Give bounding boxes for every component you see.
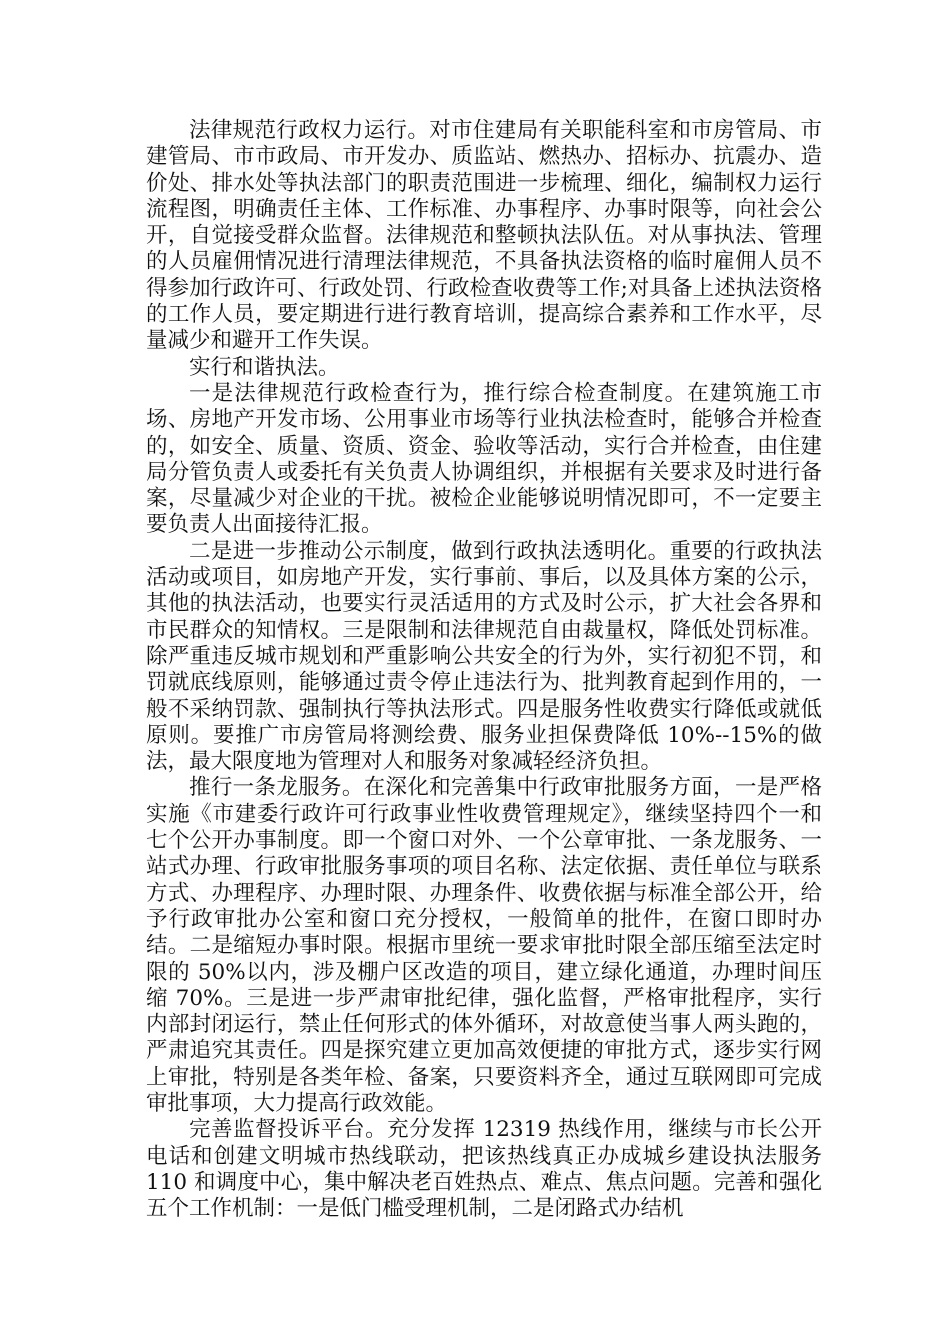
paragraph-power-regulation: 法律规范行政权力运行。对市住建局有关职能科室和市房管局、市建管局、市市政局、市开发办、质监站、燃热办、招标办、抗震办、造价处、排水处等执法部门的职责范围进一步梳理、细化，编制权力运行流程图，明确责任主体、工作标准、办事程序、办事时限等，向社会公开，自觉接受群众监督。法律规范和整顿执法队伍。对从事执法、管理的人员雇佣情况进行清理法律规范，不具备执法资格的临时雇佣人员不得参加行政许可、行政处罚、行政检查收费等工作;对具备上述执法资格的工作人员，要定期进行进行教育培训，提高综合素养和工作水平，尽量减少和避开工作失误。	[146, 118, 822, 354]
paragraph-one-stop-service: 推行一条龙服务。在深化和完善集中行政审批服务方面，一是严格实施《市建委行政许可行政事业性收费管理规定》，继续坚持四个一和七个公开办事制度。即一个窗口对外、一个公章审批、一条龙服务、一站式办理、行政审批服务事项的项目名称、法定依据、责任单位与联系方式、办理程序、办理时限、办理条件、收费依据与标准全部公开，给予行政审批办公室和窗口充分授权，一般简单的批件，在窗口即时办结。二是缩短办事时限。根据市里统一要求审批时限全部压缩至法定时限的 50%以内，涉及棚户区改造的项目，建立绿化通道，办理时间压缩 70%。三是进一步严肃审批纪律，强化监督，严格审批程序，实行内部封闭运行，禁止任何形式的体外循环，对故意使当事人两头跑的，严肃追究其责任。四是探究建立更加高效便捷的审批方式，逐步实行网上审批，特别是各类年检、备案，只要资料齐全，通过互联网即可完成审批事项，大力提高行政效能。	[146, 775, 822, 1116]
paragraph-harmonious-enforcement: 实行和谐执法。	[189, 354, 340, 380]
paragraph-inspection-conduct: 一是法律规范行政检查行为，推行综合检查制度。在建筑施工市场、房地产开发市场、公用事业市场等行业执法检查时，能够合并检查的，如安全、质量、资质、资金、验收等活动，实行合并检查，由住建局分管负责人或委托有关负责人协调组织，并根据有关要求及时进行备案，尽量减少对企业的干扰。被检企业能够说明情况即可，不一定要主要负责人出面接待汇报。	[146, 380, 822, 538]
paragraph-publicity-system: 二是进一步推动公示制度，做到行政执法透明化。重要的行政执法活动或项目，如房地产开发，实行事前、事后，以及具体方案的公示，其他的执法活动，也要实行灵活适用的方式及时公示，扩大社会各界和市民群众的知情权。三是限制和法律规范自由裁量权，降低处罚标准。除严重违反城市规划和严重影响公共安全的行为外，实行初犯不罚，和罚就底线原则，能够通过责令停止违法行为、批判教育起到作用的，一般不采纳罚款、强制执行等执法形式。四是服务性收费实行降低或就低原则。要推广市房管局将测绘费、服务业担保费降低 10%--15%的做法，最大限度地为管理对人和服务对象减轻经济负担。	[146, 538, 822, 775]
paragraph-complaint-platform: 完善监督投诉平台。充分发挥 12319 热线作用，继续与市长公开电话和创建文明城市热线联动，把该热线真正办成城乡建设执法服务 110 和调度中心，集中解决老百姓热点、难点、焦点问题。完善和强化五个工作机制：一是低门槛受理机制，二是闭路式办结机	[146, 1117, 822, 1222]
document-body	[146, 118, 822, 1222]
